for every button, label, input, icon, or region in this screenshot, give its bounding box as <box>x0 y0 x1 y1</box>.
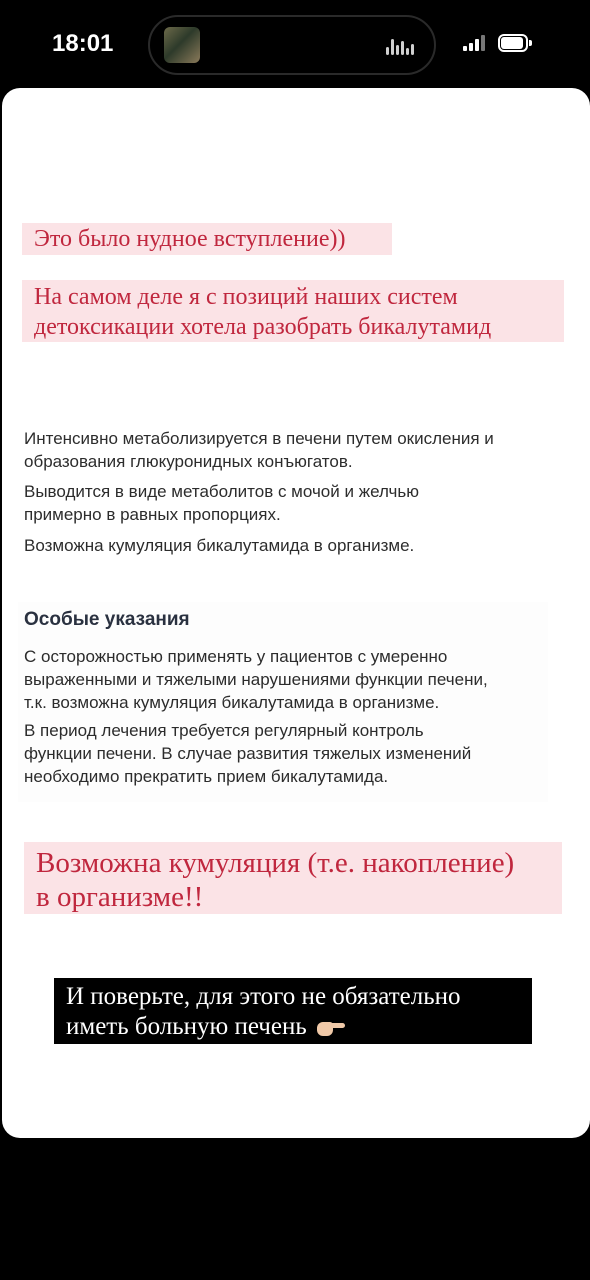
section-p2-line-3: необходимо прекратить прием бикалутамида. <box>24 767 389 786</box>
battery-icon <box>498 34 532 52</box>
metabolism-line-1: Интенсивно метаболизируется в печени путем окисления и <box>24 429 494 448</box>
section-p1-line-1: С осторожностью применять у пациентов с умеренно <box>24 647 448 666</box>
caption-line-1: И поверьте, для этого не обязательно <box>66 983 461 1010</box>
section-title: Особые указания <box>24 609 190 630</box>
highlight-cumulation-line-2: в организме!! <box>36 881 204 913</box>
section-paragraph-2 <box>24 719 564 788</box>
pointing-right-hand-icon <box>317 1020 345 1036</box>
highlight-cumulation <box>24 842 562 914</box>
story-card <box>2 88 590 1138</box>
caption-line-2: иметь больную печень <box>66 1013 307 1040</box>
caption-line-2-wrap <box>66 1012 532 1042</box>
metabolism-line-2: образования глюкуронидных конъюгатов. <box>24 452 353 471</box>
section-p1-line-3: т.к. возможна кумуляция бикалутамида в организме. <box>24 693 440 712</box>
section-p2-line-1: В период лечения требуется регулярный контроль <box>24 721 424 740</box>
dynamic-island[interactable] <box>148 15 436 75</box>
status-time: 18:01 <box>52 30 114 57</box>
highlight-topic-line-2: детоксикации хотела разобрать бикалутамид <box>34 314 492 340</box>
cumulation-line: Возможна кумуляция бикалутамида в организме. <box>24 536 415 555</box>
section-paragraph-1 <box>24 645 564 714</box>
metabolism-paragraph <box>24 427 580 473</box>
highlight-topic-line-1: На самом деле я с позиций наших систем <box>34 284 458 310</box>
section-p1-line-2: выраженными и тяжелыми нарушениями функции печени, <box>24 670 488 689</box>
section-p2-line-2: функции печени. В случае развития тяжелых изменений <box>24 744 472 763</box>
excretion-line-2: примерно в равных пропорциях. <box>24 505 281 524</box>
excretion-line-1: Выводится в виде метаболитов с мочой и желчью <box>24 482 419 501</box>
cumulation-paragraph <box>24 534 580 557</box>
story-caption <box>54 978 532 1044</box>
audio-waveform-icon <box>386 37 416 55</box>
highlight-intro-text: Это было нудное вступление)) <box>34 226 346 252</box>
highlight-cumulation-line-1: Возможна кумуляция (т.е. накопление) <box>36 847 515 879</box>
cellular-signal-icon <box>463 35 489 51</box>
media-thumbnail <box>164 27 200 63</box>
highlight-intro <box>22 223 392 255</box>
excretion-paragraph <box>24 480 580 526</box>
highlight-topic <box>22 280 564 342</box>
